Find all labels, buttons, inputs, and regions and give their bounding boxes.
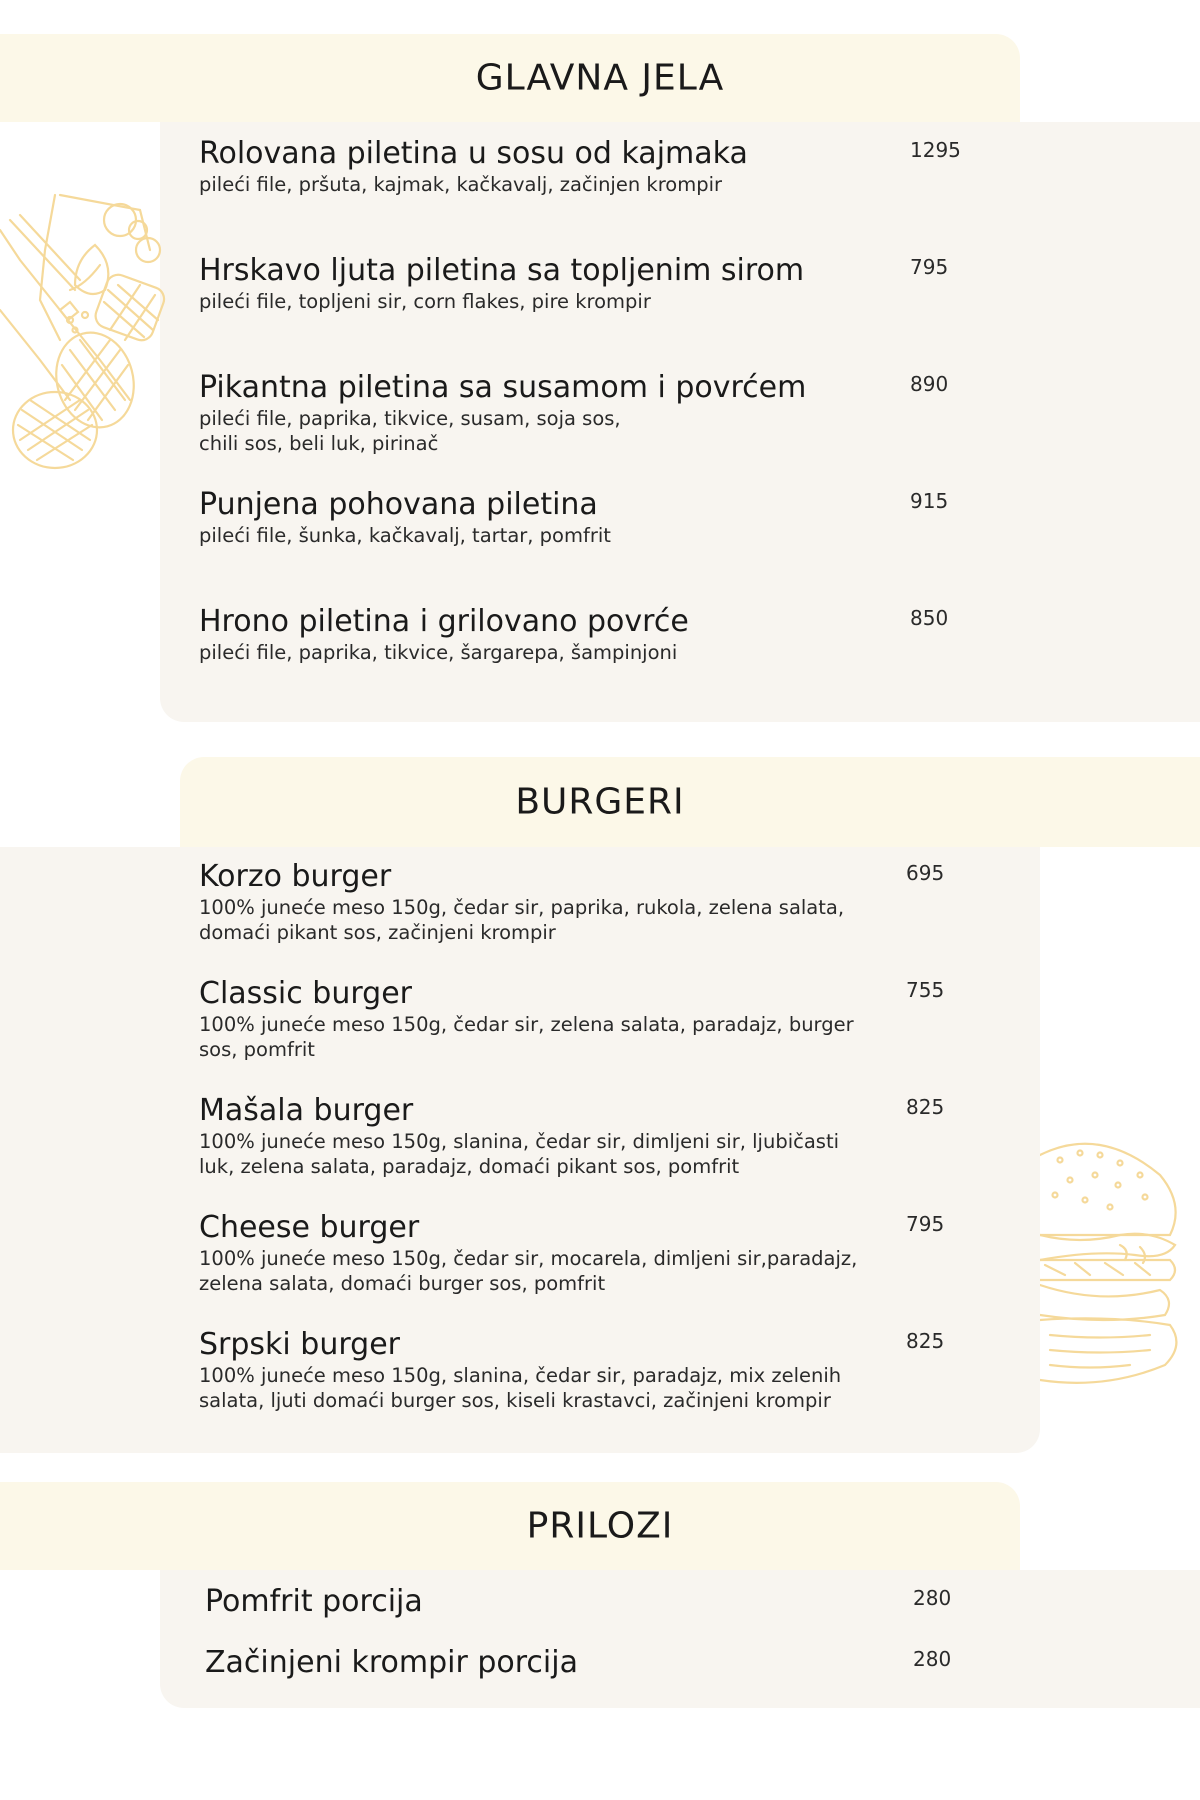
item-name: Punjena pohovana piletina	[199, 487, 598, 522]
section-title: PRILOZI	[526, 1505, 674, 1547]
item-name: Cheese burger	[199, 1210, 420, 1245]
item-price: 795	[906, 1212, 945, 1236]
item-desc: 100% juneće meso 150g, čedar sir, mocarela, dimljeni sir,paradajz,	[199, 1247, 858, 1270]
item-desc: pileći file, paprika, tikvice, susam, soja sos,	[199, 407, 621, 430]
item-price: 850	[910, 606, 949, 630]
item-price: 795	[910, 255, 949, 279]
item-price: 755	[906, 978, 945, 1002]
item-desc: pileći file, pršuta, kajmak, kačkavalj, začinjen krompir	[199, 173, 723, 196]
item-name: Classic burger	[199, 976, 412, 1011]
item-desc: pileći file, paprika, tikvice, šargarepa, šampinjoni	[199, 641, 678, 664]
item-price: 890	[910, 372, 949, 396]
section-header-burgeri	[180, 757, 1200, 847]
food-sketch-icon	[0, 190, 175, 490]
item-name: Hrono piletina i grilovano povrće	[199, 604, 689, 639]
item-desc: pileći file, šunka, kačkavalj, tartar, pomfrit	[199, 524, 611, 547]
item-name: Pomfrit porcija	[205, 1584, 423, 1619]
item-name: Mašala burger	[199, 1093, 414, 1128]
item-desc: 100% juneće meso 150g, čedar sir, zelena salata, paradajz, burger	[199, 1013, 854, 1036]
item-name: Rolovana piletina u sosu od kajmaka	[199, 136, 748, 171]
item-name: Korzo burger	[199, 859, 392, 894]
item-price: 1295	[910, 138, 961, 162]
item-price: 915	[910, 489, 949, 513]
item-desc: pileći file, topljeni sir, corn flakes, pire krompir	[199, 290, 651, 313]
item-name: Začinjeni krompir porcija	[205, 1645, 578, 1680]
item-price: 825	[906, 1329, 945, 1353]
item-desc: 100% juneće meso 150g, slanina, čedar sir, paradajz, mix zelenih	[199, 1364, 842, 1387]
item-desc: sos, pomfrit	[199, 1038, 315, 1061]
item-desc: chili sos, beli luk, pirinač	[199, 432, 439, 455]
item-price: 825	[906, 1095, 945, 1119]
item-desc: luk, zelena salata, paradajz, domaći pikant sos, pomfrit	[199, 1155, 740, 1178]
section-header-prilozi	[0, 1482, 1020, 1570]
item-desc: domaći pikant sos, začinjeni krompir	[199, 921, 556, 944]
item-desc: 100% juneće meso 150g, slanina, čedar sir, dimljeni sir, ljubičasti	[199, 1130, 840, 1153]
burger-sketch-icon	[1040, 1135, 1190, 1400]
item-desc: 100% juneće meso 150g, čedar sir, paprika, rukola, zelena salata,	[199, 896, 845, 919]
item-name: Srpski burger	[199, 1327, 400, 1362]
item-name: Hrskavo ljuta piletina sa topljenim sirom	[199, 253, 805, 288]
item-price: 280	[913, 1586, 952, 1610]
section-title: BURGERI	[515, 781, 685, 823]
item-price: 280	[913, 1647, 952, 1671]
section-title: GLAVNA JELA	[475, 57, 725, 99]
section-header-glavna-jela	[0, 34, 1020, 122]
item-desc: salata, ljuti domaći burger sos, kiseli krastavci, začinjeni krompir	[199, 1389, 831, 1412]
item-price: 695	[906, 861, 945, 885]
item-name: Pikantna piletina sa susamom i povrćem	[199, 370, 807, 405]
item-desc: zelena salata, domaći burger sos, pomfrit	[199, 1272, 606, 1295]
